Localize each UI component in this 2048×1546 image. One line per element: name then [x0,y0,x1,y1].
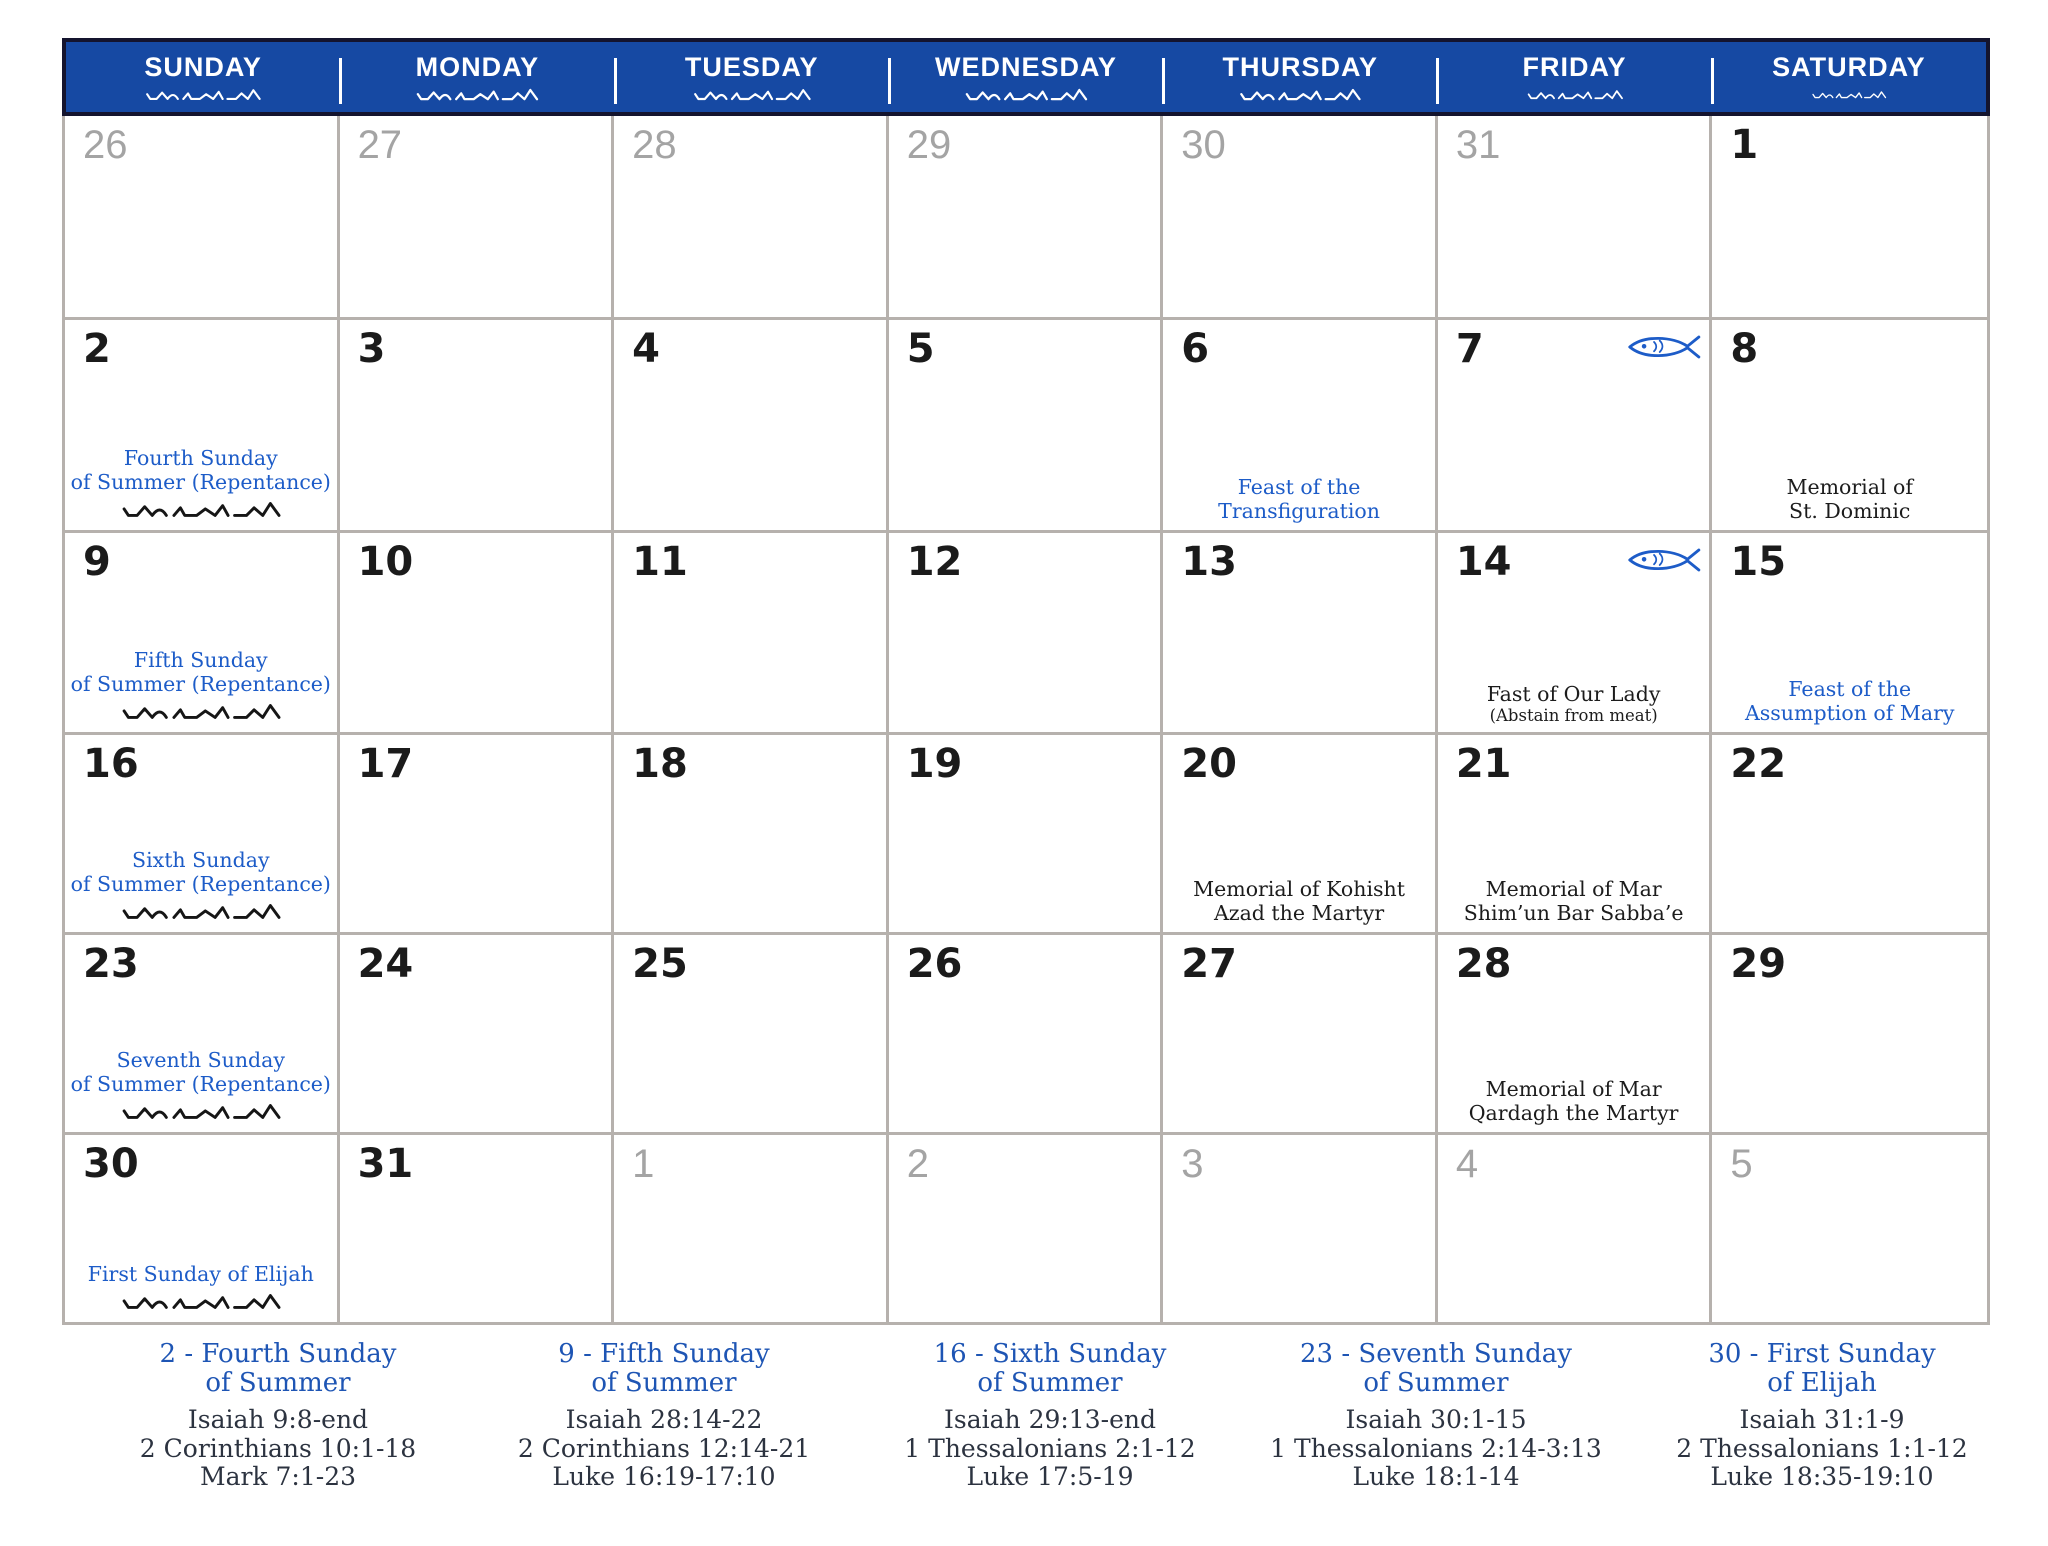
day-number: 26 [83,123,128,167]
weekday-label: WEDNESDAY [934,51,1118,82]
day-cell-26-outside [65,116,340,320]
event-text-line: St. Dominic [1789,498,1911,523]
event-label [1440,682,1708,725]
day-cell-19 [889,735,1164,935]
event-text-line: of Summer (Repentance) [70,671,331,696]
day-cell-24 [340,935,615,1135]
day-cell-25 [614,935,889,1135]
day-number: 3 [1181,1142,1204,1186]
event-label [67,648,335,725]
day-cell-4-outside [1438,1135,1713,1325]
reading-reference: 2 Corinthians 12:14-21 [517,1433,811,1463]
day-cell-4 [614,320,889,533]
event-label [1440,1077,1708,1125]
readings-title-line: 23 - Seventh Sunday [1299,1339,1572,1369]
readings-title [85,1340,471,1398]
reading-reference: Luke 18:35-19:10 [1710,1462,1934,1492]
day-number: 15 [1730,539,1787,585]
day-number: 31 [1455,123,1501,167]
sunday-readings-footer [85,1340,2015,1492]
weekday-label: THURSDAY [1222,51,1379,82]
readings-title-line: of Summer [205,1368,351,1399]
syriac-script [692,85,812,105]
event-text-line: Memorial of Mar [1485,876,1662,901]
day-cell-14 [1438,533,1713,735]
event-label [1165,475,1433,523]
syriac-script [67,497,335,523]
reading-reference: 2 Corinthians 10:1-18 [139,1433,417,1463]
readings-title-line: of Summer [591,1368,737,1399]
day-number: 1 [1730,122,1759,168]
day-number: 4 [632,326,660,372]
event-text-line: of Summer (Repentance) [70,871,331,896]
day-number: 4 [1455,1142,1479,1186]
day-number: 28 [1455,941,1512,987]
event-text-line: of Summer (Repentance) [70,469,331,494]
day-cell-28 [1438,935,1713,1135]
day-cell-12 [889,533,1164,735]
event-label [1440,877,1708,925]
day-cell-2 [65,320,340,533]
reading-reference: 2 Thessalonians 1:1-12 [1676,1433,1968,1463]
day-cell-27 [1163,935,1438,1135]
reading-reference: Isaiah 31:1-9 [1739,1405,1905,1435]
readings-title [1243,1340,1629,1398]
day-number: 30 [83,1141,139,1187]
day-cell-22 [1712,735,1987,935]
readings-title [471,1340,857,1398]
day-number: 3 [357,326,386,372]
readings-list [857,1406,1243,1492]
day-cell-29 [1712,935,1987,1135]
reading-reference: Luke 17:5-19 [966,1462,1134,1492]
weekday-header-bar [62,38,1990,116]
reading-reference: Luke 16:19-17:10 [552,1462,776,1492]
readings-column [471,1340,857,1492]
reading-reference: Luke 18:1-14 [1352,1462,1520,1492]
day-number: 1 [632,1142,655,1186]
weekday-header-saturday [1712,42,1986,112]
liturgical-calendar-page [62,38,1990,1325]
reading-reference: 1 Thessalonians 2:1-12 [904,1433,1196,1463]
day-number: 26 [906,941,963,987]
weekday-label: TUESDAY [684,51,819,82]
event-note: (Abstain from meat) [1489,705,1658,725]
weekday-label: FRIDAY [1522,51,1627,82]
day-cell-1-outside [614,1135,889,1325]
readings-title [857,1340,1243,1398]
day-number: 16 [83,741,139,787]
day-number: 27 [1181,941,1237,987]
syriac-script [1238,85,1362,105]
day-cell-23 [65,935,340,1135]
day-cell-30-outside [1163,116,1438,320]
day-cell-18 [614,735,889,935]
syriac-script [413,85,541,105]
event-text-line: Feast of the [1237,474,1361,499]
weekday-header-friday [1437,42,1711,112]
day-cell-9 [65,533,340,735]
event-text-line: of Summer (Repentance) [70,1071,331,1096]
event-text-line: Feast of the [1788,676,1912,701]
event-text-line: Transfiguration [1218,498,1380,523]
syriac-script [1526,85,1624,105]
day-number: 5 [906,326,935,372]
weekday-header-monday [340,42,614,112]
day-number: 10 [357,539,414,585]
day-cell-3 [340,320,615,533]
event-text-line: Azad the Martyr [1213,900,1385,925]
syriac-script [67,1099,335,1125]
day-number: 28 [632,123,677,167]
day-number: 13 [1181,539,1237,585]
reading-reference: 1 Thessalonians 2:14-3:13 [1270,1433,1602,1463]
fish-icon [1627,545,1701,575]
day-cell-29-outside [889,116,1164,320]
reading-reference: Isaiah 9:8-end [187,1405,369,1435]
readings-list [1243,1406,1629,1492]
day-number: 21 [1455,741,1512,787]
event-label [1165,877,1433,925]
event-text-line: Memorial of [1786,474,1913,499]
readings-title-line: of Summer [977,1368,1123,1399]
day-cell-28-outside [614,116,889,320]
day-number: 6 [1181,326,1210,372]
day-cell-21 [1438,735,1713,935]
syriac-script [955,85,1097,105]
weekday-label: SATURDAY [1772,51,1926,82]
month-grid [62,116,1990,1325]
day-number: 22 [1730,741,1787,787]
event-text-line: Fourth Sunday [123,445,278,470]
day-number: 24 [357,941,414,987]
day-cell-10 [340,533,615,735]
readings-title-line: 9 - Fifth Sunday [558,1339,770,1369]
day-cell-16 [65,735,340,935]
day-number: 30 [1181,123,1226,167]
day-cell-17 [340,735,615,935]
event-text-line: Fast of Our Lady [1486,681,1661,706]
readings-list [1629,1406,2015,1492]
day-cell-13 [1163,533,1438,735]
weekday-label: SUNDAY [144,51,262,82]
day-cell-11 [614,533,889,735]
syriac-script [67,1289,335,1315]
event-text-line: Fifth Sunday [133,647,268,672]
day-number: 14 [1455,539,1512,585]
day-number: 5 [1730,1142,1753,1186]
day-cell-6 [1163,320,1438,533]
readings-column [1629,1340,2015,1492]
day-cell-26 [889,935,1164,1135]
event-label [67,1262,335,1315]
fish-icon [1627,332,1701,362]
day-cell-30 [65,1135,340,1325]
event-text-line: Qardagh the Martyr [1468,1100,1679,1125]
event-text-line: Sixth Sunday [132,847,270,872]
syriac-script [144,85,262,105]
weekday-header-thursday [1163,42,1437,112]
readings-title [1629,1340,2015,1398]
readings-title-line: of Summer [1363,1368,1509,1399]
day-number: 17 [357,741,414,787]
event-text-line: Assumption of Mary [1744,700,1955,725]
day-cell-8 [1712,320,1987,533]
day-number: 7 [1455,326,1484,372]
event-text-line: Memorial of Kohisht [1193,876,1405,901]
day-number: 31 [357,1141,414,1187]
day-cell-7 [1438,320,1713,533]
readings-title-line: 30 - First Sunday [1708,1339,1936,1369]
readings-column [85,1340,471,1492]
day-number: 12 [906,539,963,585]
reading-reference: Isaiah 30:1-15 [1345,1405,1527,1435]
reading-reference: Isaiah 29:13-end [944,1405,1156,1435]
day-number: 20 [1181,741,1237,787]
day-number: 29 [906,123,952,167]
weekday-header-sunday [66,42,340,112]
day-number: 8 [1730,326,1759,372]
readings-title-line: of Elijah [1767,1368,1877,1399]
syriac-script [67,699,335,725]
event-label [1714,475,1985,523]
reading-reference: Isaiah 28:14-22 [565,1405,763,1435]
event-text-line: Memorial of Mar [1485,1076,1662,1101]
day-number: 27 [357,123,403,167]
weekday-header-wednesday [889,42,1163,112]
syriac-script [1811,85,1887,105]
readings-column [857,1340,1243,1492]
event-label [67,446,335,523]
syriac-script [67,899,335,925]
readings-column [1243,1340,1629,1492]
event-label [67,848,335,925]
day-number: 9 [83,539,111,585]
event-label [1714,677,1985,725]
day-number: 18 [632,741,688,787]
reading-reference: Mark 7:1-23 [199,1462,357,1492]
day-cell-20 [1163,735,1438,935]
day-cell-5 [889,320,1164,533]
weekday-label: MONDAY [415,51,540,82]
readings-title-line: 2 - Fourth Sunday [159,1339,397,1369]
day-cell-5-outside [1712,1135,1987,1325]
day-cell-31-outside [1438,116,1713,320]
event-text-line: Shim’un Bar Sabba’e [1463,900,1684,925]
day-number: 2 [906,1142,929,1186]
day-number: 11 [632,539,688,585]
day-cell-15 [1712,533,1987,735]
event-text-line: Seventh Sunday [116,1047,285,1072]
day-number: 29 [1730,941,1787,987]
event-text-line: First Sunday of Elijah [87,1261,314,1286]
day-number: 19 [906,741,963,787]
day-cell-1 [1712,116,1987,320]
day-cell-3-outside [1163,1135,1438,1325]
event-label [67,1048,335,1125]
readings-list [85,1406,471,1492]
day-cell-31 [340,1135,615,1325]
day-number: 25 [632,941,688,987]
day-cell-27-outside [340,116,615,320]
day-number: 23 [83,941,139,987]
day-cell-2-outside [889,1135,1164,1325]
day-number: 2 [83,326,111,372]
readings-list [471,1406,857,1492]
weekday-header-tuesday [615,42,889,112]
readings-title-line: 16 - Sixth Sunday [933,1339,1167,1369]
